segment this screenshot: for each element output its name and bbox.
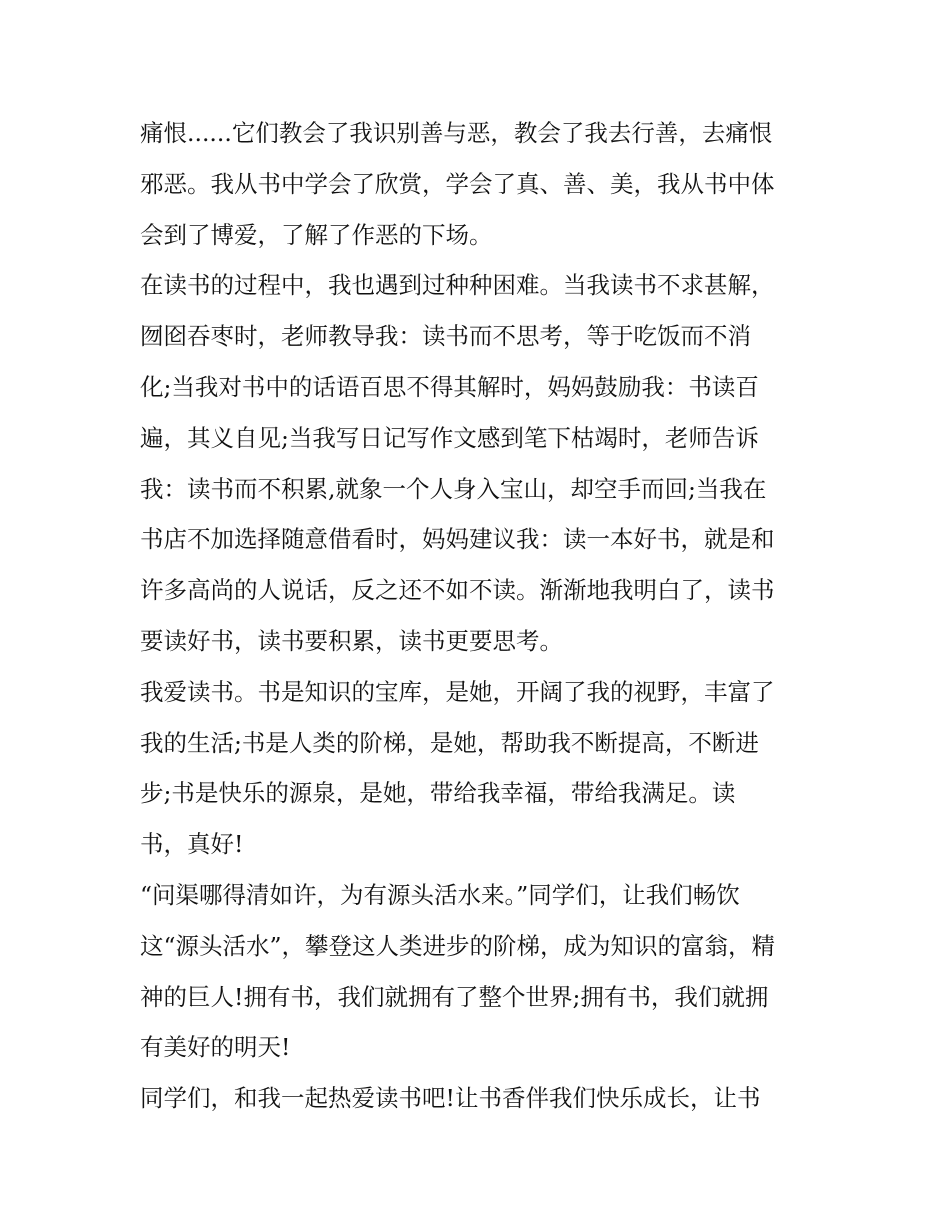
document-body xyxy=(140,108,820,1124)
text-line: 邪恶。我从书中学会了欣赏，学会了真、善、美，我从书中体 xyxy=(140,169,775,198)
text-line: 步;书是快乐的源泉，是她，带给我幸福，带给我满足。读 xyxy=(140,779,736,808)
text-line: 痛恨......它们教会了我识别善与恶，教会了我去行善，去痛恨 xyxy=(140,119,773,147)
text-line: 这“源头活水”，攀登这人类进步的阶梯，成为知识的富翁，精 xyxy=(140,931,776,960)
text-line: 囫囵吞枣时，老师教导我：读书而不思考，等于吃饭而不消 xyxy=(140,322,751,351)
text-line: 有美好的明天! xyxy=(140,1033,291,1062)
text-line: 同学们，和我一起热爱读书吧!让书香伴我们快乐成长，让书 xyxy=(140,1084,761,1113)
text-line: 化;当我对书中的话语百思不得其解时，妈妈鼓励我：书读百 xyxy=(140,372,759,401)
text-line: 我爱读书。书是知识的宝库，是她，开阔了我的视野，丰富了 xyxy=(140,677,775,706)
text-line: 书店不加选择随意借看时，妈妈建议我：读一本好书，就是和 xyxy=(140,525,775,554)
text-line: 我：读书而不积累,就象一个人身入宝山，却空手而回;当我在 xyxy=(140,474,767,503)
text-line: “问渠哪得清如许，为有源头活水来。”同学们，让我们畅饮 xyxy=(140,880,740,909)
text-line: 许多高尚的人说话，反之还不如不读。渐渐地我明白了，读书 xyxy=(140,576,775,605)
text-line: 会到了博爱，了解了作恶的下场。 xyxy=(140,220,493,249)
text-line: 在读书的过程中，我也遇到过种种困难。当我读书不求甚解， xyxy=(140,271,775,300)
text-line: 遍，其义自见;当我写日记写作文感到笔下枯竭时，老师告诉 xyxy=(140,423,759,452)
text-line: 要读好书，读书要积累，读书更要思考。 xyxy=(140,626,563,655)
text-line: 神的巨人!拥有书，我们就拥有了整个世界;拥有书，我们就拥 xyxy=(140,982,769,1011)
text-line: 我的生活;书是人类的阶梯，是她，帮助我不断提高，不断进 xyxy=(140,728,759,757)
text-line: 书，真好! xyxy=(140,830,244,859)
